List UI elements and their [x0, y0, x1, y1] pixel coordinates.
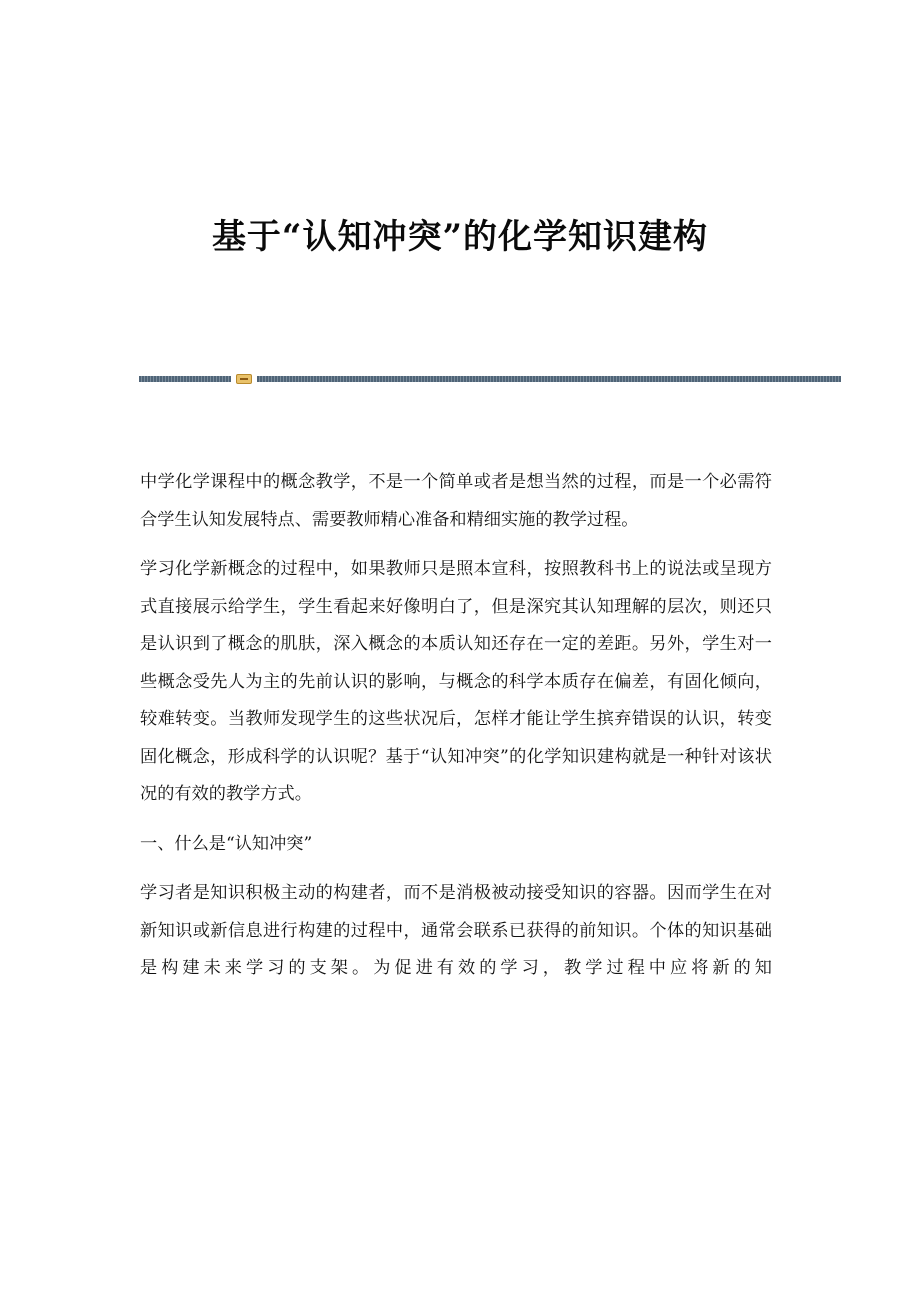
- paragraph-1: 中学化学课程中的概念教学，不是一个简单或者是想当然的过程，而是一个必需符合学生认知发展特点、需要教师精心准备和精细实施的教学过程。: [140, 472, 772, 530]
- divider-bar-left: [139, 376, 231, 382]
- title-divider: [139, 374, 841, 384]
- divider-ornament-icon: [236, 374, 252, 384]
- document-body: [140, 464, 772, 1000]
- paragraph-2: 学习化学新概念的过程中，如果教师只是照本宣科，按照教科书上的说法或呈现方式直接展示给学生，学生看起来好像明白了，但是深究其认知理解的层次，则还只是认识到了概念的肌肤，深入概念的本质认知还存在一定的差距。另外，学生对一些概念受先人为主的先前认识的影响，与概念的科学本质存在偏差，有固化倾向，较难转变。当教师发现学生的这些状况后，怎样才能让学生摈弃错误的认识，转变固化概念，形成科学的认识呢？基于“认知冲突”的化学知识建构就是一种针对该状况的有效的教学方式。: [140, 559, 772, 804]
- paragraph-3: 学习者是知识积极主动的构建者，而不是消极被动接受知识的容器。因而学生在对新知识或新信息进行构建的过程中，通常会联系已获得的前知识。个体的知识基础是构建未来学习的支架。为促进有效的学习，教学过程中应将新的知: [140, 883, 772, 978]
- divider-bar-right: [257, 376, 841, 382]
- section-heading-1: 一、什么是“认知冲突”: [140, 833, 313, 854]
- document-title: 基于“认知冲突”的化学知识建构: [211, 217, 709, 257]
